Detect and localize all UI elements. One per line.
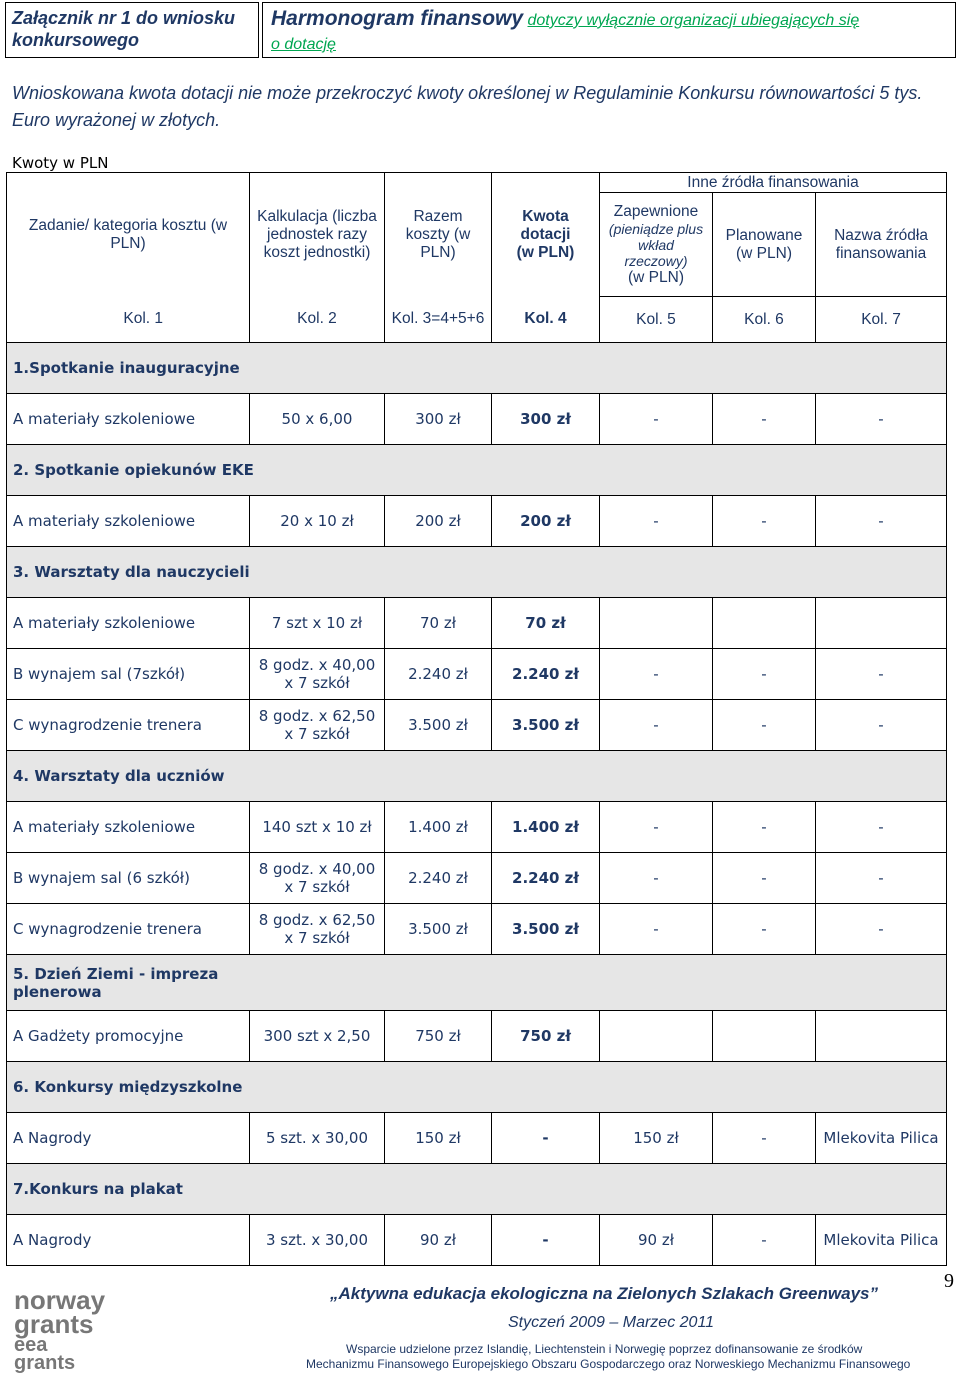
financial-table [6, 172, 947, 1266]
item-grant: 3.500 zł [492, 700, 600, 751]
item-secured [600, 1011, 713, 1062]
title-subtitle-b: o dotację [271, 36, 336, 53]
item-secured: - [600, 394, 713, 445]
item-calc: 8 godz. x 62,50 x 7 szkół [250, 700, 385, 751]
table-row [7, 1011, 947, 1062]
header-grant: Kwota dotacji (w PLN) [492, 173, 600, 297]
item-source: - [816, 802, 947, 853]
item-name: A materiały szkoleniowe [7, 598, 250, 649]
item-calc: 8 godz. x 40,00 x 7 szkół [250, 649, 385, 700]
item-grant: 1.400 zł [492, 802, 600, 853]
section-row [7, 445, 947, 496]
item-grant: 70 zł [492, 598, 600, 649]
table-row [7, 394, 947, 445]
item-planned: - [713, 700, 816, 751]
item-planned: - [713, 649, 816, 700]
table-row [7, 853, 947, 904]
project-title: „Aktywna edukacja ekologiczna na Zielonych Szlakach Greenways” [330, 1284, 878, 1303]
item-grant: 750 zł [492, 1011, 600, 1062]
item-grant: 3.500 zł [492, 904, 600, 955]
item-source: - [816, 904, 947, 955]
attachment-label-line1: Załącznik nr 1 do wniosku [12, 8, 236, 28]
table-row [7, 496, 947, 547]
item-secured: - [600, 904, 713, 955]
item-secured: - [600, 802, 713, 853]
item-name: A Nagrody [7, 1113, 250, 1164]
item-grant: 300 zł [492, 394, 600, 445]
title-subtitle-a: dotyczy wyłącznie organizacji ubiegających się [527, 12, 860, 29]
item-name: A materiały szkoleniowe [7, 394, 250, 445]
header-source-name: Nazwa źródła finansowania [816, 193, 947, 297]
item-total: 3.500 zł [385, 904, 492, 955]
item-planned: - [713, 394, 816, 445]
section-row [7, 343, 947, 394]
item-source: - [816, 700, 947, 751]
item-source: - [816, 394, 947, 445]
item-name: C wynagrodzenie trenera [7, 904, 250, 955]
item-total: 2.240 zł [385, 853, 492, 904]
support-line-2: Mechanizmu Finansowego Europejskiego Obszaru Gospodarczego oraz Norweskiego Mechanizmu Finansowego [306, 1357, 911, 1371]
support-line-1: Wsparcie udzielone przez Islandię, Liechtenstein i Norwegię poprzez dofinansowanie ze środków [346, 1342, 863, 1356]
item-total: 2.240 zł [385, 649, 492, 700]
item-grant: 2.240 zł [492, 649, 600, 700]
item-secured: - [600, 853, 713, 904]
item-name: A Gadżety promocyjne [7, 1011, 250, 1062]
item-name: B wynajem sal (6 szkół) [7, 853, 250, 904]
item-grant: - [492, 1113, 600, 1164]
item-source: - [816, 853, 947, 904]
item-name: C wynagrodzenie trenera [7, 700, 250, 751]
table-row [7, 649, 947, 700]
item-calc: 8 godz. x 40,00 x 7 szkół [250, 853, 385, 904]
kol-6: Kol. 6 [713, 297, 816, 343]
item-source: - [816, 649, 947, 700]
title-box [262, 2, 956, 58]
item-planned [713, 1011, 816, 1062]
item-secured: - [600, 649, 713, 700]
item-calc: 140 szt x 10 zł [250, 802, 385, 853]
header-other-sources: Inne źródła finansowania [600, 173, 947, 193]
page-number: 9 [944, 1270, 954, 1292]
item-calc: 3 szt. x 30,00 [250, 1215, 385, 1266]
table-row [7, 802, 947, 853]
item-name: A materiały szkoleniowe [7, 802, 250, 853]
item-planned [713, 598, 816, 649]
item-planned: - [713, 496, 816, 547]
kol-4: Kol. 4 [492, 297, 600, 343]
table-row [7, 700, 947, 751]
item-total: 90 zł [385, 1215, 492, 1266]
section-row [7, 1062, 947, 1113]
table-row [7, 1113, 947, 1164]
item-source: Mlekovita Pilica [816, 1113, 947, 1164]
item-total: 200 zł [385, 496, 492, 547]
section-row [7, 1164, 947, 1215]
item-planned: - [713, 802, 816, 853]
item-secured: - [600, 700, 713, 751]
attachment-label-line2: konkursowego [12, 30, 140, 50]
item-grant: - [492, 1215, 600, 1266]
attachment-label-box [5, 2, 259, 58]
item-planned: - [713, 1215, 816, 1266]
item-calc: 7 szt x 10 zł [250, 598, 385, 649]
header-secured: Zapewnione (pieniądze plus wkład rzeczowy) (w PLN) [600, 193, 713, 297]
item-total: 3.500 zł [385, 700, 492, 751]
section-row [7, 955, 947, 1011]
header-task: Zadanie/ kategoria kosztu (w PLN) [7, 173, 250, 297]
norway-grants-logo: norway grants [14, 1285, 106, 1339]
project-dates: Styczeń 2009 – Marzec 2011 [508, 1314, 715, 1331]
header-calc: Kalkulacja (liczba jednostek razy koszt jednostki) [250, 173, 385, 297]
currency-label: Kwoty w PLN [12, 154, 109, 172]
eea-grants-logo: eea grants [14, 1334, 76, 1374]
kol-2: Kol. 2 [250, 297, 385, 343]
item-calc: 50 x 6,00 [250, 394, 385, 445]
item-name: A materiały szkoleniowe [7, 496, 250, 547]
section-row [7, 751, 947, 802]
item-name: A Nagrody [7, 1215, 250, 1266]
item-secured: - [600, 496, 713, 547]
section-label: 6. Konkursy międzyszkolne [7, 1062, 947, 1113]
item-planned: - [713, 1113, 816, 1164]
item-planned: - [713, 853, 816, 904]
item-calc: 20 x 10 zł [250, 496, 385, 547]
item-source [816, 1011, 947, 1062]
item-total: 1.400 zł [385, 802, 492, 853]
item-secured: 150 zł [600, 1113, 713, 1164]
item-secured [600, 598, 713, 649]
item-calc: 5 szt. x 30,00 [250, 1113, 385, 1164]
header-planned: Planowane (w PLN) [713, 193, 816, 297]
section-label: 5. Dzień Ziemi - impreza plenerowa [7, 955, 947, 1011]
item-grant: 2.240 zł [492, 853, 600, 904]
item-source [816, 598, 947, 649]
section-label: 4. Warsztaty dla uczniów [7, 751, 947, 802]
table-row [7, 904, 947, 955]
kol-5: Kol. 5 [600, 297, 713, 343]
intro-text: Wnioskowana kwota dotacji nie może przekroczyć kwoty określonej w Regulaminie Konkursu równowartości 5 tys. Euro wyrażonej w złotych. [12, 83, 923, 130]
kol-7: Kol. 7 [816, 297, 947, 343]
item-grant: 200 zł [492, 496, 600, 547]
item-total: 750 zł [385, 1011, 492, 1062]
item-name: B wynajem sal (7szkół) [7, 649, 250, 700]
kol-3: Kol. 3=4+5+6 [385, 297, 492, 343]
item-source: Mlekovita Pilica [816, 1215, 947, 1266]
item-total: 300 zł [385, 394, 492, 445]
item-total: 70 zł [385, 598, 492, 649]
item-total: 150 zł [385, 1113, 492, 1164]
section-label: 3. Warsztaty dla nauczycieli [7, 547, 947, 598]
section-row [7, 547, 947, 598]
item-calc: 300 szt x 2,50 [250, 1011, 385, 1062]
section-label: 1.Spotkanie inauguracyjne [7, 343, 947, 394]
table-row [7, 598, 947, 649]
item-source: - [816, 496, 947, 547]
item-secured: 90 zł [600, 1215, 713, 1266]
section-label: 7.Konkurs na plakat [7, 1164, 947, 1215]
kol-1: Kol. 1 [7, 297, 250, 343]
table-row [7, 1215, 947, 1266]
page-title: Harmonogram finansowy [271, 7, 524, 30]
item-calc: 8 godz. x 62,50 x 7 szkół [250, 904, 385, 955]
header-total: Razem koszty (w PLN) [385, 173, 492, 297]
item-planned: - [713, 904, 816, 955]
section-label: 2. Spotkanie opiekunów EKE [7, 445, 947, 496]
